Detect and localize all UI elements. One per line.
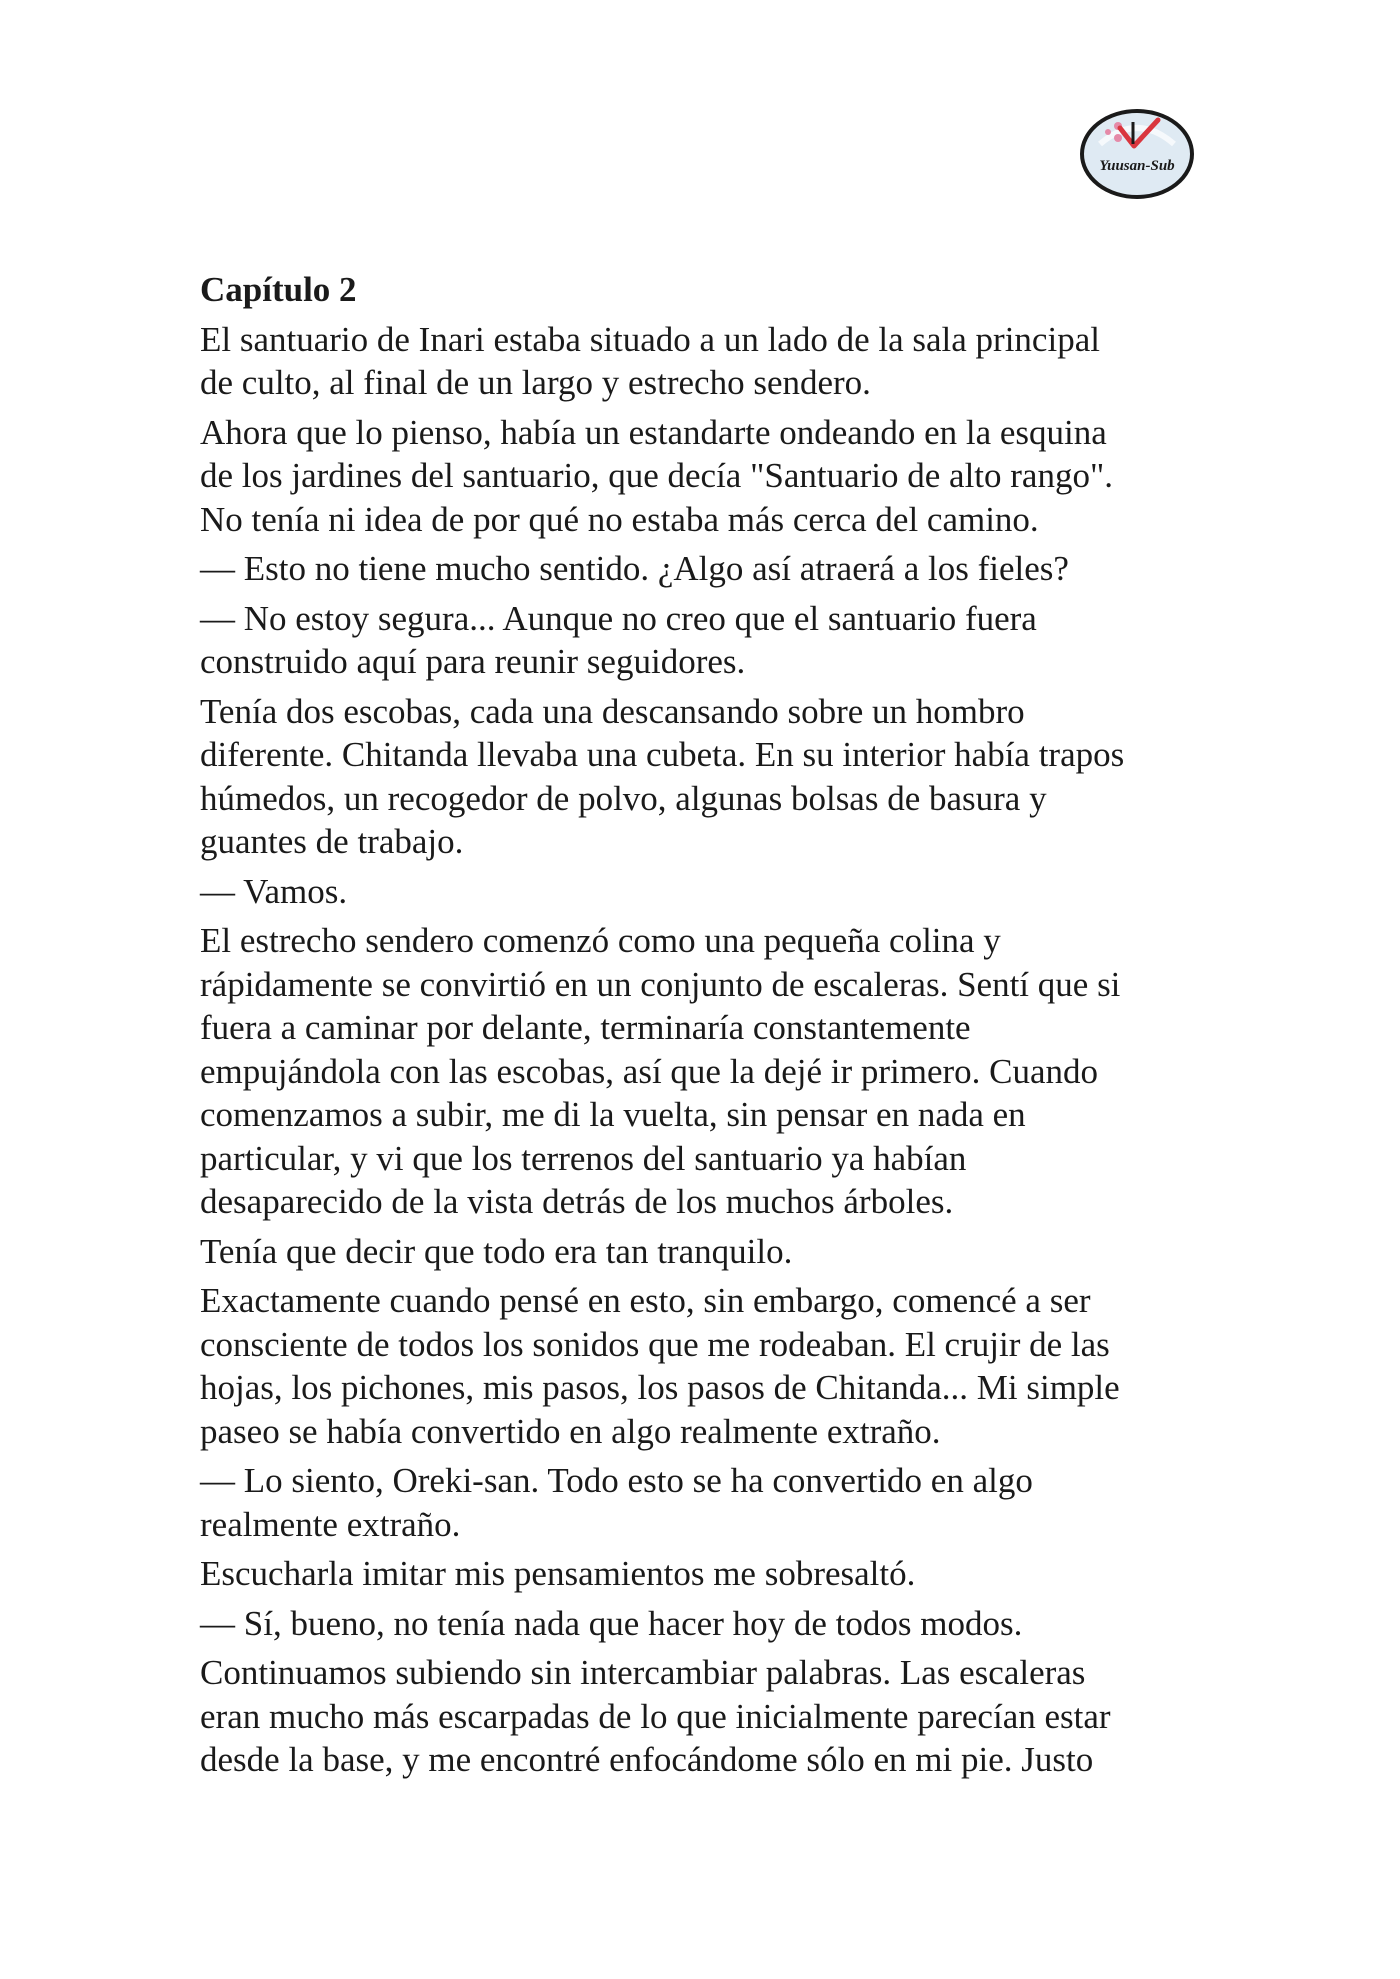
paragraph: — No estoy segura... Aunque no creo que el santuario fuera construido aquí para reunir seguidores. bbox=[200, 598, 1037, 681]
logo-text: Yuusan-Sub bbox=[1099, 158, 1175, 174]
logo-badge-icon bbox=[1078, 104, 1196, 200]
paragraph: El santuario de Inari estaba situado a un lado de la sala principal de culto, al final de un largo y estrecho sendero. bbox=[200, 319, 1100, 402]
paragraph: Tenía dos escobas, cada una descansando sobre un hombro diferente. Chitanda llevaba una cubeta. En su interior había trapos húmedos, un recogedor de polvo, algunas bolsas de basura y guantes de trabajo. bbox=[200, 691, 1125, 861]
paragraph: Escucharla imitar mis pensamientos me sobresaltó. bbox=[200, 1554, 916, 1593]
chapter-content bbox=[200, 268, 1210, 1788]
chapter-title: Capítulo 2 bbox=[200, 270, 357, 309]
paragraph: — Vamos. bbox=[200, 871, 348, 911]
yuusan-sub-logo bbox=[1078, 104, 1196, 200]
paragraph: Continuamos subiendo sin intercambiar palabras. Las escaleras eran mucho más escarpadas de lo que inicialmente parecían estar desde la base, y me encontré enfocándome sólo en mi pie. Justo bbox=[200, 1653, 1111, 1779]
paragraph: Ahora que lo pienso, había un estandarte ondeando en la esquina de los jardines del santuario, que decía "Santuario de alto rango". No tenía ni idea de por qué no estaba más cerca del camino. bbox=[200, 412, 1114, 539]
paragraph: — Lo siento, Oreki-san. Todo esto se ha convertido en algo realmente extraño. bbox=[200, 1461, 1033, 1544]
paragraph: Tenía que decir que todo era tan tranquilo. bbox=[200, 1231, 793, 1271]
paragraph: — Esto no tiene mucho sentido. ¿Algo así atraerá a los fieles? bbox=[200, 549, 1069, 588]
paragraph: El estrecho sendero comenzó como una pequeña colina y rápidamente se convirtió en un conjunto de escaleras. Sentí que si fuera a caminar por delante, terminaría constantemente empujándola con las escobas, así que la dejé ir primero. Cuando comenzamos a subir, me di la vuelta, sin pensar en nada en particular, y vi que los terrenos del santuario ya habían desaparecido de la vista detrás de los muchos árboles. bbox=[200, 921, 1121, 1221]
paragraph: — Sí, bueno, no tenía nada que hacer hoy de todos modos. bbox=[200, 1603, 1023, 1643]
paragraph: Exactamente cuando pensé en esto, sin embargo, comencé a ser consciente de todos los sonidos que me rodeaban. El crujir de las hojas, los pichones, mis pasos, los pasos de Chitanda... Mi simple paseo se había convertido en algo realmente extraño. bbox=[200, 1281, 1120, 1451]
